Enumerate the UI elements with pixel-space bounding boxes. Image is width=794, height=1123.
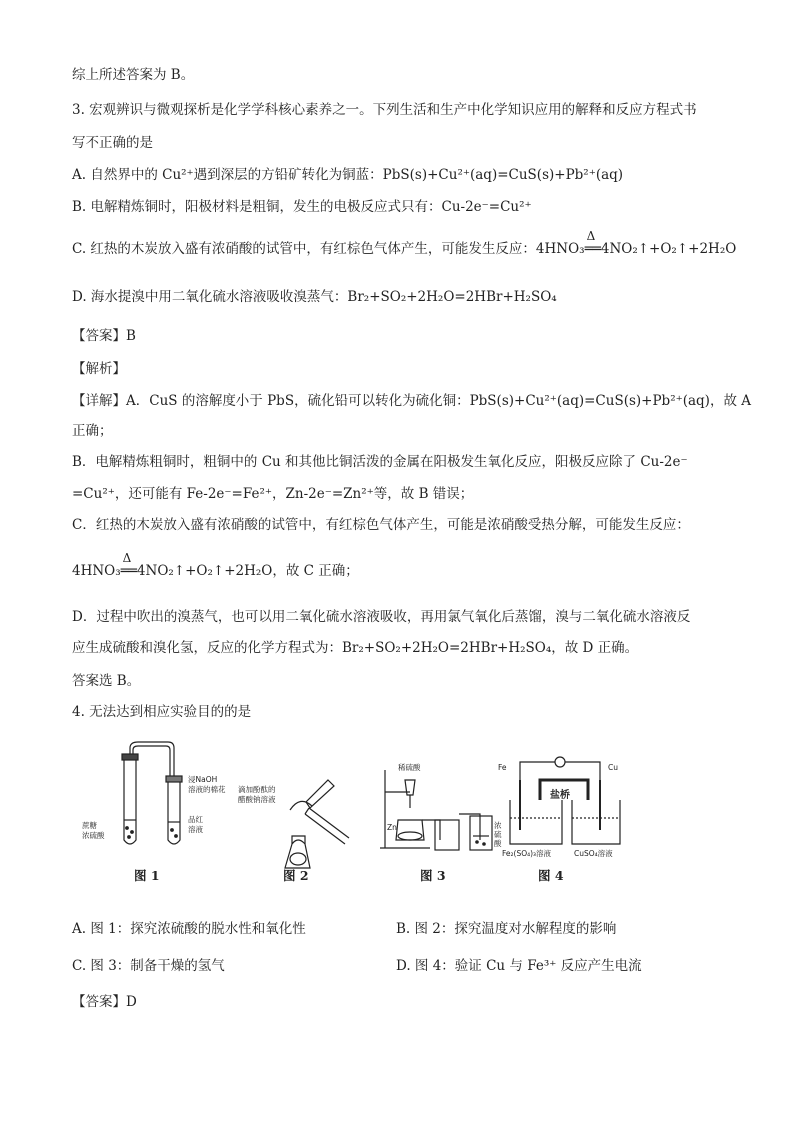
- detail-line: 应生成硫酸和溴化氢，反应的化学方程式为：Br₂+SO₂+2H₂O=2HBr+H₂SO₄，故 D 正确。: [72, 640, 639, 656]
- detail-line: =Cu²⁺，还可能有 Fe-2e⁻=Fe²⁺，Zn-2e⁻=Zn²⁺等，故 B 错误；: [72, 486, 474, 502]
- text-line: 综上所述答案为 B。: [72, 67, 195, 83]
- fig3-label-acid: 稀硫酸: [398, 763, 421, 772]
- detail-line: 4HNO₃ Δ ══4NO₂↑+O₂↑+2H₂O，故 C 正确；: [72, 551, 359, 579]
- fig3-label-zn: Zn: [387, 823, 397, 832]
- fig1-label-naoh: 浸NaOH: [188, 775, 218, 784]
- figure-3-apparatus: [380, 770, 492, 850]
- question-3-stem: 3. 宏观辨识与微观探析是化学学科核心素养之一。下列生活和生产中化学知识应用的解释和反应方程式书: [72, 102, 697, 118]
- fig1-label-sucrose: 蔗糖: [82, 821, 97, 830]
- figure-1-caption: 图 1: [134, 868, 160, 883]
- option-d: D. 图 4：验证 Cu 与 Fe³⁺ 反应产生电流: [396, 958, 642, 974]
- detail-line: C．红热的木炭放入盛有浓硝酸的试管中，有红棕色气体产生，可能是浓硝酸受热分解，可能发生反应：: [72, 517, 690, 533]
- fig4-label-cu: Cu: [608, 763, 618, 772]
- option-b: B. 图 2：探究温度对水解程度的影响: [396, 921, 617, 937]
- fig1-label-acid: 浓硫酸: [82, 831, 105, 840]
- figure-3-caption: 图 3: [420, 868, 446, 883]
- option-c: C. 图 3：制备干燥的氢气: [72, 958, 225, 974]
- option-d: D. 海水提溴中用二氧化硫水溶液吸收溴蒸气：Br₂+SO₂+2H₂O=2HBr+H₂SO₄: [72, 289, 557, 305]
- fig3-label-r2: 硫: [494, 830, 502, 839]
- option-a: A. 自然界中的 Cu²⁺遇到深层的方铅矿转化为铜蓝：PbS(s)+Cu²⁺(aq)=CuS(s)+Pb²⁺(aq): [72, 167, 624, 183]
- fig3-label-r1: 浓: [494, 821, 502, 830]
- question-4-stem: 4. 无法达到相应实验目的的是: [72, 704, 252, 720]
- figure-2-apparatus: [285, 780, 349, 868]
- detail-line: 答案选 B。: [72, 673, 141, 689]
- fig4-label-bridge: 盐桥: [550, 790, 570, 801]
- heat-arrow: Δ ══: [584, 229, 601, 257]
- question-3-stem-cont: 写不正确的是: [72, 135, 153, 151]
- fig4-label-fe: Fe: [498, 763, 507, 772]
- fig2-label-1: 滴加酚酞的: [238, 785, 276, 794]
- detail-line: 正确；: [72, 423, 113, 439]
- answer-label: 【答案】B: [72, 328, 136, 344]
- fig4-label-sol2: CuSO₄溶液: [574, 849, 613, 858]
- fig4-label-sol1: Fe₂(SO₄)₃溶液: [502, 849, 552, 858]
- option-c: C. 红热的木炭放入盛有浓硝酸的试管中，有红棕色气体产生，可能发生反应：4HNO₃ Δ ══4NO₂↑+O₂↑+2H₂O: [72, 229, 737, 257]
- detail-line: 【详解】A．CuS 的溶解度小于 PbS，硫化铅可以转化为硫化铜：PbS(s)+Cu²⁺(aq)=CuS(s)+Pb²⁺(aq)，故 A: [72, 393, 751, 409]
- fig3-label-r3: 酸: [494, 839, 502, 848]
- fig2-label-2: 醋酸钠溶液: [238, 795, 276, 804]
- fig1-label-solution: 溶液: [188, 825, 203, 834]
- option-a: A. 图 1：探究浓硫酸的脱水性和氧化性: [72, 921, 306, 937]
- detail-line: B．电解精炼粗铜时，粗铜中的 Cu 和其他比铜活泼的金属在阳极发生氧化反应，阳极反应除了 Cu-2e⁻: [72, 454, 688, 470]
- answer-label: 【答案】D: [72, 994, 137, 1010]
- analysis-label: 【解析】: [72, 361, 126, 377]
- fig1-label-magenta: 品红: [188, 815, 203, 824]
- figure-4-caption: 图 4: [538, 868, 564, 883]
- heat-arrow: Δ ══: [120, 551, 137, 579]
- detail-line: D．过程中吹出的溴蒸气，也可以用二氧化硫水溶液吸收，再用氯气氧化后蒸馏，溴与二氧化硫水溶液反: [72, 609, 691, 625]
- option-b: B. 电解精炼铜时，阳极材料是粗铜，发生的电极反应式只有：Cu-2e⁻=Cu²⁺: [72, 199, 532, 215]
- figure-2-caption: 图 2: [283, 868, 309, 883]
- fig1-label-cotton: 溶液的棉花: [188, 785, 226, 794]
